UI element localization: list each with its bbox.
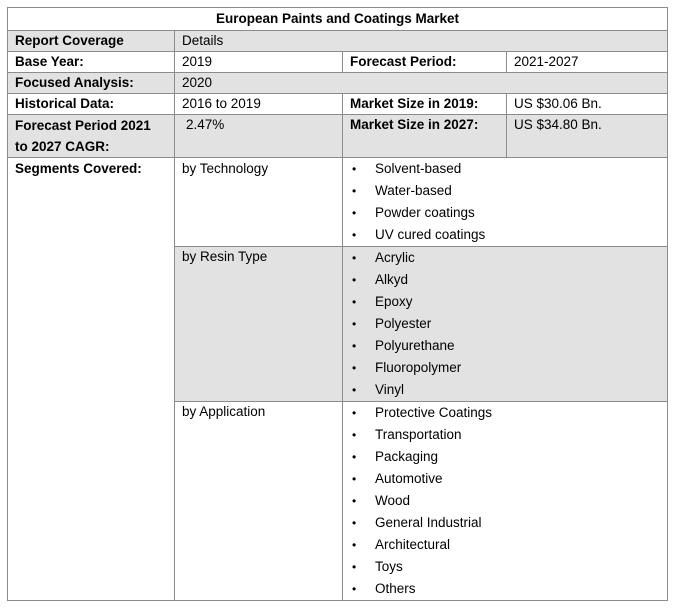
- list-item: • Protective Coatings: [350, 402, 660, 424]
- technology-list-cell: [343, 158, 668, 247]
- list-item: • Transportation: [350, 424, 660, 446]
- bullet-icon: •: [352, 206, 357, 220]
- market-size-2027-label: Market Size in 2027:: [343, 115, 507, 158]
- forecast-period-label: Forecast Period:: [343, 52, 507, 73]
- bullet-icon: •: [352, 273, 357, 287]
- list-item: • Toys: [350, 556, 660, 578]
- bullet-icon: •: [352, 516, 357, 530]
- list-item: • Polyester: [350, 313, 660, 335]
- application-list: [350, 402, 660, 600]
- header-report-coverage: Report Coverage: [8, 31, 175, 52]
- bullet-icon: •: [352, 494, 357, 508]
- base-year-label: Base Year:: [8, 52, 175, 73]
- focused-analysis-label: Focused Analysis:: [8, 73, 175, 94]
- bullet-icon: •: [352, 428, 357, 442]
- bullet-icon: •: [352, 361, 357, 375]
- market-size-2019-label: Market Size in 2019:: [343, 94, 507, 115]
- bullet-icon: •: [352, 228, 357, 242]
- bullet-icon: •: [352, 251, 357, 265]
- list-item: • Powder coatings: [350, 202, 660, 224]
- list-item: • Epoxy: [350, 291, 660, 313]
- bullet-icon: •: [352, 560, 357, 574]
- report-table-container: [7, 7, 668, 601]
- forecast-period-value: 2021-2027: [507, 52, 668, 73]
- bullet-icon: •: [352, 184, 357, 198]
- market-size-2019-value: US $30.06 Bn.: [507, 94, 668, 115]
- resin-type-list: [350, 247, 660, 401]
- bullet-icon: •: [352, 406, 357, 420]
- bullet-icon: •: [352, 450, 357, 464]
- cagr-value: 2.47%: [175, 115, 343, 158]
- base-year-value: 2019: [175, 52, 343, 73]
- segment-group-application: by Application: [175, 402, 343, 601]
- report-coverage-table: [7, 7, 668, 601]
- list-item: • Acrylic: [350, 247, 660, 269]
- market-size-2027-value: US $34.80 Bn.: [507, 115, 668, 158]
- bullet-icon: •: [352, 538, 357, 552]
- list-item: • Architectural: [350, 534, 660, 556]
- bullet-icon: •: [352, 339, 357, 353]
- segment-group-technology: by Technology: [175, 158, 343, 247]
- list-item: • UV cured coatings: [350, 224, 660, 246]
- list-item: • Alkyd: [350, 269, 660, 291]
- bullet-icon: •: [352, 582, 357, 596]
- cagr-label: Forecast Period 2021 to 2027 CAGR:: [8, 115, 175, 158]
- historical-data-value: 2016 to 2019: [175, 94, 343, 115]
- bullet-icon: •: [352, 383, 357, 397]
- bullet-icon: •: [352, 472, 357, 486]
- list-item: • Others: [350, 578, 660, 600]
- application-list-cell: [343, 402, 668, 601]
- list-item: • Wood: [350, 490, 660, 512]
- list-item: • Vinyl: [350, 379, 660, 401]
- list-item: • Packaging: [350, 446, 660, 468]
- technology-list: [350, 158, 660, 246]
- list-item: • Water-based: [350, 180, 660, 202]
- bullet-icon: •: [352, 162, 357, 176]
- historical-data-label: Historical Data:: [8, 94, 175, 115]
- list-item: • Automotive: [350, 468, 660, 490]
- segments-covered-label: Segments Covered:: [8, 158, 175, 601]
- bullet-icon: •: [352, 295, 357, 309]
- list-item: • General Industrial: [350, 512, 660, 534]
- list-item: • Fluoropolymer: [350, 357, 660, 379]
- header-details: Details: [175, 31, 668, 52]
- list-item: • Polyurethane: [350, 335, 660, 357]
- segment-group-resin-type: by Resin Type: [175, 247, 343, 402]
- focused-analysis-value: 2020: [175, 73, 668, 94]
- list-item: • Solvent-based: [350, 158, 660, 180]
- resin-list-cell: [343, 247, 668, 402]
- bullet-icon: •: [352, 317, 357, 331]
- table-title: European Paints and Coatings Market: [8, 8, 668, 31]
